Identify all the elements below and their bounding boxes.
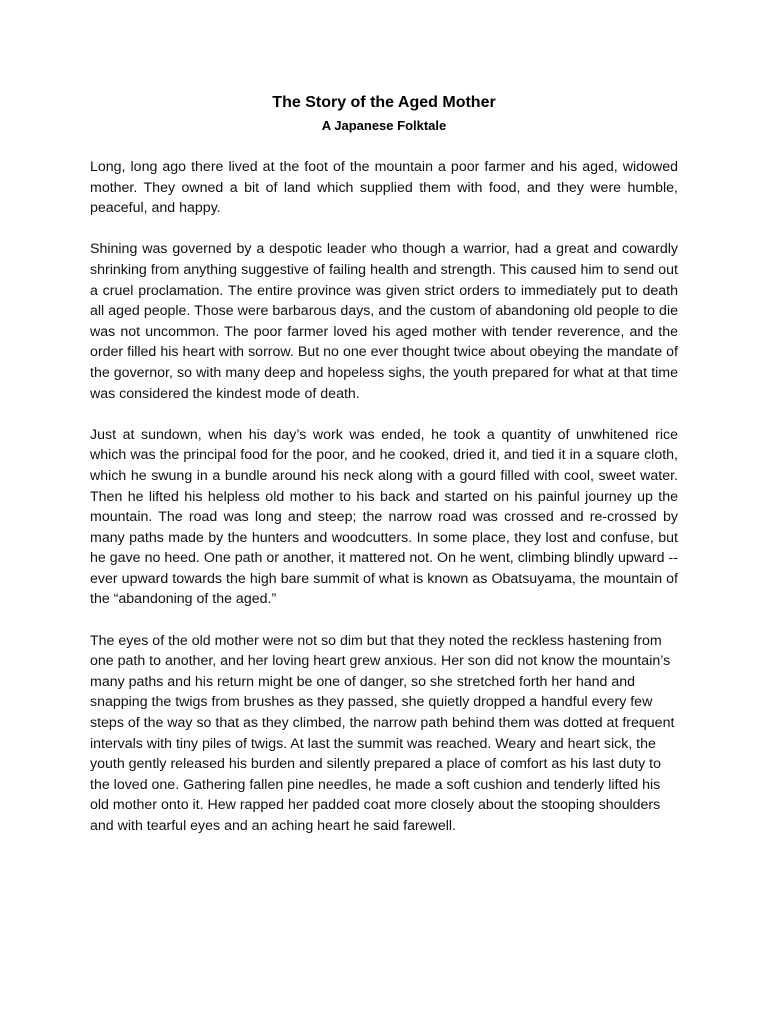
document-subtitle: A Japanese Folktale <box>321 118 447 133</box>
paragraph: Just at sundown, when his day’s work was ended, he took a quantity of unwhitened rice which was the principal food for the poor, and he cooked, dried it, and tied it in a square cloth, which he swung in a bundle around his neck along with a gourd filled with cool, sweet water. Then he lifted his helpless old mother to his back and started on his painful journey up the mountain. The road was long and steep; the narrow road was crossed and re-crossed by many paths made by the hunters and woodcutters. In some place, they lost and confuse, but he gave no heed. One path or another, it mattered not. On he went, climbing blindly upward -- ever upward towards the high bare summit of what is known as Obatsuyama, the mountain of the “abandoning of the aged.” <box>90 426 678 608</box>
paragraph: Long, long ago there lived at the foot of the mountain a poor farmer and his aged, widowed mother. They owned a bit of land which supplied them with food, and they were humble, peaceful, and happy. <box>90 159 678 217</box>
document-body <box>90 157 678 857</box>
paragraph: Shining was governed by a despotic leader who though a warrior, had a great and cowardly shrinking from anything suggestive of failing health and strength. This caused him to send out a cruel proclamation. The entire province was given strict orders to immediately put to death all aged people. Those were barbarous days, and the custom of abandoning old people to die was not uncommon. The poor farmer loved his aged mother with tender reverence, and the order filled his heart with sorrow. But no one ever thought twice about obeying the mandate of the governor, so with many deep and hopeless sighs, the youth prepared for what at that time was considered the kindest mode of death. <box>90 241 678 402</box>
paragraph: The eyes of the old mother were not so dim but that they noted the reckless hastening from one path to another, and her loving heart grew anxious. Her son did not know the mountain’s many paths and his return might be one of danger, so she stretched forth her hand and snapping the twigs from brushes as they passed, she quietly dropped a handful every few steps of the way so that as they climbed, the narrow path behind them was dotted at frequent intervals with tiny piles of twigs. At last the summit was reached. Weary and heart sick, the youth gently released his burden and silently prepared a place of comfort as his last duty to the loved one. Gathering fallen pine needles, he made a soft cushion and tenderly lifted his old mother onto it. Hew rapped her padded coat more closely about the stooping shoulders and with tearful eyes and an aching heart he said farewell. <box>90 632 675 834</box>
document-title: The Story of the Aged Mother <box>272 94 496 111</box>
